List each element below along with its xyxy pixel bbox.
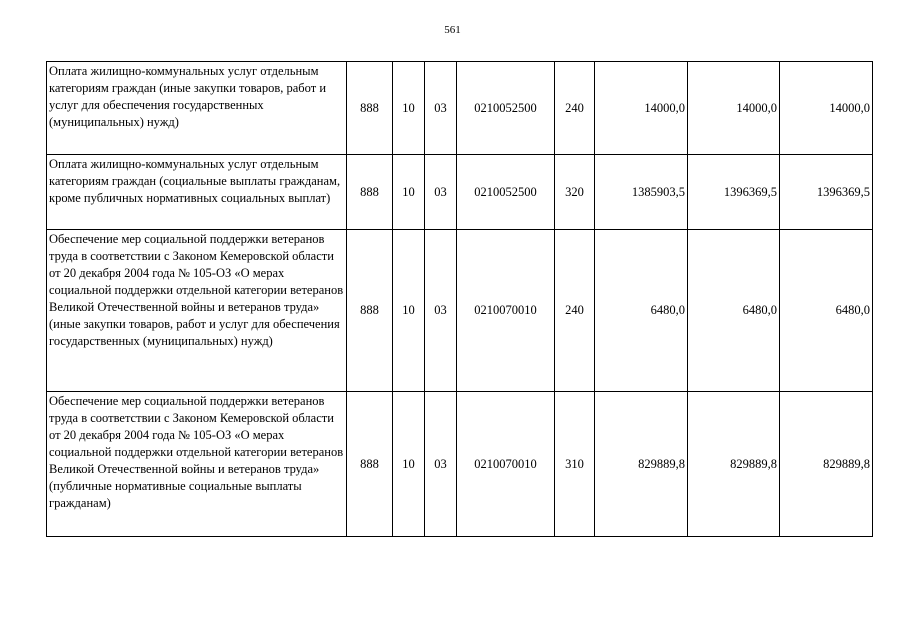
subsection-code: 03: [425, 230, 457, 392]
amount-year-2: 829889,8: [688, 392, 780, 537]
table-row: [47, 230, 873, 392]
table-row: [47, 392, 873, 537]
section-code: 10: [393, 62, 425, 155]
amount-year-3: 1396369,5: [780, 155, 873, 230]
section-code: 10: [393, 230, 425, 392]
amount-year-2: 1396369,5: [688, 155, 780, 230]
admin-code: 888: [347, 62, 393, 155]
subsection-code: 03: [425, 392, 457, 537]
admin-code: 888: [347, 155, 393, 230]
budget-table: [46, 61, 873, 537]
amount-year-1: 6480,0: [595, 230, 688, 392]
expense-type-code: 320: [555, 155, 595, 230]
target-article-code: 0210052500: [457, 155, 555, 230]
target-article-code: 0210070010: [457, 392, 555, 537]
amount-year-1: 829889,8: [595, 392, 688, 537]
amount-year-3: 14000,0: [780, 62, 873, 155]
expense-type-code: 240: [555, 62, 595, 155]
amount-year-2: 6480,0: [688, 230, 780, 392]
table-row: [47, 62, 873, 155]
admin-code: 888: [347, 392, 393, 537]
target-article-code: 0210052500: [457, 62, 555, 155]
amount-year-1: 1385903,5: [595, 155, 688, 230]
table-row: [47, 155, 873, 230]
amount-year-3: 6480,0: [780, 230, 873, 392]
amount-year-3: 829889,8: [780, 392, 873, 537]
section-code: 10: [393, 155, 425, 230]
subsection-code: 03: [425, 62, 457, 155]
amount-year-1: 14000,0: [595, 62, 688, 155]
section-code: 10: [393, 392, 425, 537]
admin-code: 888: [347, 230, 393, 392]
row-description: Оплата жилищно-коммунальных услуг отдельным категориям граждан (социальные выплаты гражданам, кроме публичных нормативных социальных выплат): [47, 155, 347, 230]
row-description: Обеспечение мер социальной поддержки ветеранов труда в соответствии с Законом Кемеровской области от 20 декабря 2004 года № 105-ОЗ «О мерах социальной поддержки отдельной категории ветеранов Великой Отечественной войны и ветеранов труда» (иные закупки товаров, работ и услуг для обеспечения государственных (муниципальных) нужд): [47, 230, 347, 392]
amount-year-2: 14000,0: [688, 62, 780, 155]
row-description: Обеспечение мер социальной поддержки ветеранов труда в соответствии с Законом Кемеровской области от 20 декабря 2004 года № 105-ОЗ «О мерах социальной поддержки отдельной категории ветеранов Великой Отечественной войны и ветеранов труда» (публичные нормативные социальные выплаты гражданам): [47, 392, 347, 537]
expense-type-code: 240: [555, 230, 595, 392]
row-description: Оплата жилищно-коммунальных услуг отдельным категориям граждан (иные закупки товаров, работ и услуг для обеспечения государственных (муниципальных) нужд): [47, 62, 347, 155]
expense-type-code: 310: [555, 392, 595, 537]
target-article-code: 0210070010: [457, 230, 555, 392]
page-number: 561: [444, 24, 461, 36]
subsection-code: 03: [425, 155, 457, 230]
